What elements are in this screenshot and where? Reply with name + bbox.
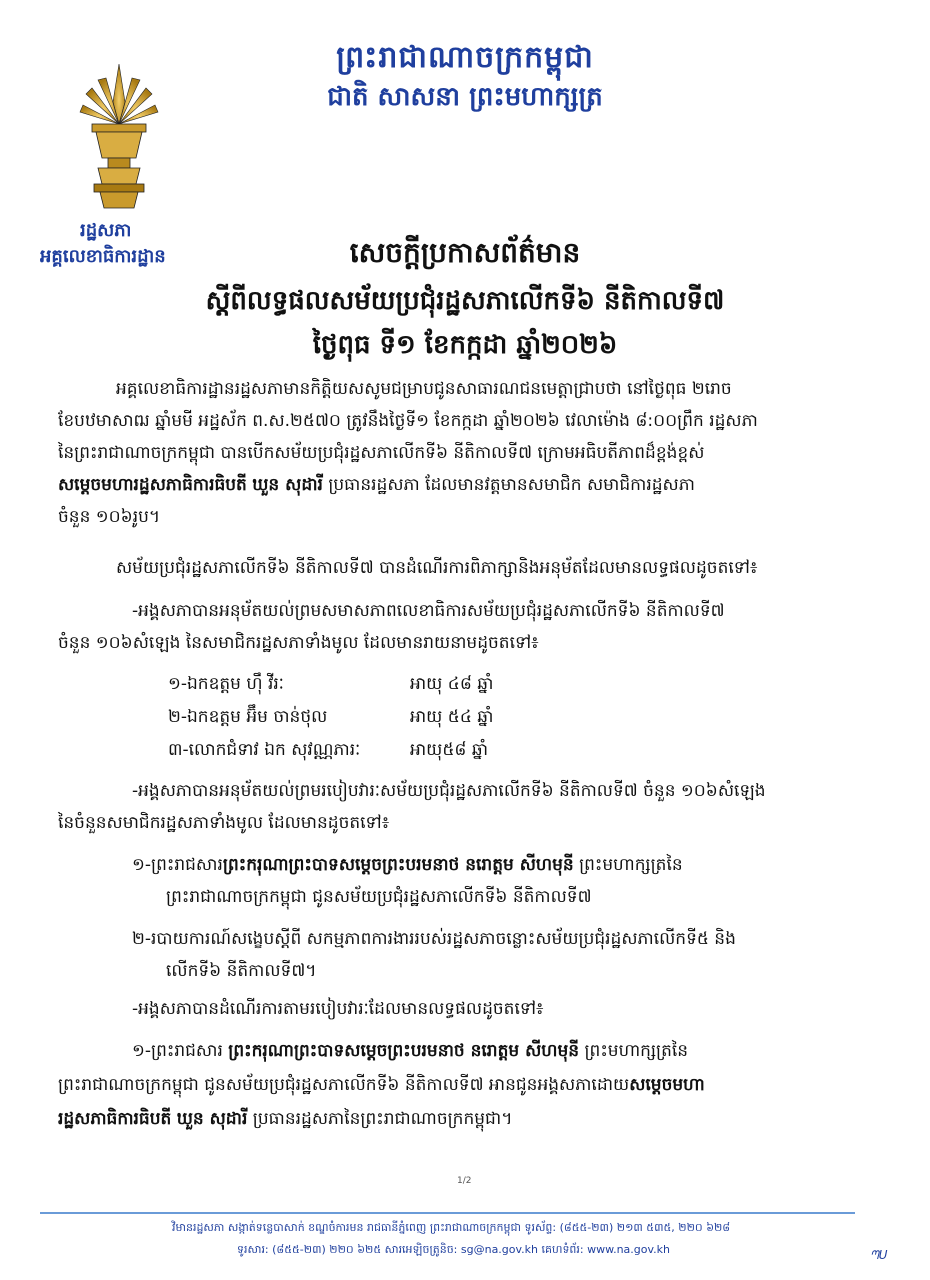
agenda-text: ១-ព្រះរាជសារ bbox=[132, 855, 223, 875]
org-name-line1: រដ្ឋសភា bbox=[80, 220, 132, 241]
document-date: ថ្ងៃពុធ ទី១ ខែកក្កដា ឆ្នាំ២០២៦ bbox=[312, 330, 618, 360]
paragraph-line: ខែបឋមាសាឍ ឆ្នាំមមី អដ្ឋស័ក ព.ស.២៥៧០ ត្រូវនឹងថ្ងៃទី១ ខែកក្កដា ឆ្នាំ២០២៦ វេលាម៉ោង ៨:០០ព្រឹក រដ្ឋសភា bbox=[58, 411, 758, 431]
agenda-item-line: លើកទី៦ នីតិកាលទី៧។ bbox=[166, 961, 317, 981]
page-number: 1/2 bbox=[457, 1176, 472, 1186]
president-title: សម្តេចមហារដ្ឋសភាធិការធិបតី bbox=[58, 475, 247, 495]
paragraph-line bbox=[58, 470, 695, 500]
national-assembly-emblem-icon bbox=[78, 62, 160, 212]
result-line bbox=[58, 1070, 705, 1100]
paragraph-line: នៃព្រះរាជាណាចក្រកម្ពុជា បានបើកសម័យប្រជុំរដ្ឋសភាលើកទី៦ នីតិកាលទី៧ ក្រោមអធិបតីភាពដ៏ខ្ពង់ខ្ពស់ bbox=[58, 443, 705, 463]
member-age: អាយុ ៤៨ ឆ្នាំ bbox=[410, 674, 494, 694]
member-age: អាយុ៥៨ ឆ្នាំ bbox=[410, 740, 489, 760]
initials-mark: ᘉᑌ bbox=[870, 1248, 888, 1262]
document-title: សេចក្តីប្រកាសព័ត៌មាន bbox=[349, 236, 581, 269]
org-name-line2: អគ្គលេខាធិការដ្ឋាន bbox=[40, 246, 166, 267]
president-title: សម្តេចមហា bbox=[629, 1075, 705, 1095]
result-item bbox=[132, 1036, 688, 1066]
result-line bbox=[58, 1104, 512, 1134]
president-name: ឃួន សុដារី bbox=[252, 475, 323, 495]
paragraph-line: សម័យប្រជុំរដ្ឋសភាលើកទី៦ នីតិកាលទី៧ បានដំណើរការពិភាក្សានិងអនុម័តដែលមានលទ្ធផលដូចតទៅ៖ bbox=[116, 558, 758, 578]
paragraph-line: -អង្គសភាបានអនុម័តយល់ព្រមសមាសភាពលេខាធិការសម័យប្រជុំរដ្ឋសភាលើកទី៦ នីតិកាលទី៧ bbox=[132, 601, 725, 621]
member-name: ៣-លោកជំទាវ ឯក សុវណ្ណភារៈ bbox=[168, 740, 361, 760]
member-name: ១-ឯកឧត្តម ហ៊ឹ វីរៈ bbox=[168, 674, 284, 694]
agenda-item-line: ព្រះរាជាណាចក្រកម្ពុជា ជូនសម័យប្រជុំរដ្ឋសភាលើកទី៦ នីតិកាលទី៧ bbox=[166, 887, 592, 907]
agenda-item: ២-របាយការណ៍សង្ខេបស្តីពី សកម្មភាពការងាររបស់រដ្ឋសភាចន្លោះសម័យប្រជុំរដ្ឋសភាលើកទី៥ និង bbox=[132, 929, 736, 949]
paragraph-text: ប្រធានរដ្ឋសភា ដែលមានវត្តមានសមាជិក សមាជិការដ្ឋសភា bbox=[328, 475, 695, 495]
document-subtitle: ស្តីពីលទ្ធផលសម័យប្រជុំរដ្ឋសភាលើកទី៦ នីតិកាលទី៧ bbox=[205, 286, 725, 316]
footer-divider bbox=[40, 1212, 855, 1214]
footer-contact: ទូរសារ: (៨៥៥-២៣) ២២០ ៦២៥ សារអេឡិចត្រូនិច: sg@na.gov.kh គេហទំព័រ: www.na.gov.kh bbox=[237, 1243, 671, 1256]
agenda-item bbox=[132, 850, 683, 880]
result-text: ព្រះរាជាណាចក្រកម្ពុជា ជូនសម័យប្រជុំរដ្ឋសភាលើកទី៦ នីតិកាលទី៧ អានជូនអង្គសភាដោយ bbox=[58, 1075, 630, 1095]
paragraph-line: នៃចំនួនសមាជិករដ្ឋសភាទាំងមូល ដែលមានដូចតទៅ៖ bbox=[58, 813, 390, 833]
footer-address: វិមានរដ្ឋសភា សង្កាត់ទន្លេបាសាក់ ខណ្ឌចំការមន រាជធានីភ្នំពេញ ព្រះរាជាណាចក្រកម្ពុជា ទូរស័ព្ទ: (៨៥៥-២៣) ២១៣ ៥៣៥, ២២០ ៦២៨ bbox=[172, 1221, 731, 1234]
president-name: ឃួន សុដារី bbox=[176, 1109, 248, 1129]
paragraph-line: អគ្គលេខាធិការដ្ឋានរដ្ឋសភាមានកិត្តិយសសូមជម្រាបជូនសាធារណជនមេត្តាជ្រាបថា នៅថ្ងៃពុធ ២រោច bbox=[116, 379, 732, 399]
result-text: ១-ព្រះរាជសារ bbox=[132, 1041, 223, 1061]
king-name: ព្រះករុណាព្រះបាទសម្តេចព្រះបរមនាថ នរោត្តម សីហមុនី bbox=[228, 1041, 580, 1061]
result-text: ប្រធានរដ្ឋសភានៃព្រះរាជាណាចក្រកម្ពុជា។ bbox=[252, 1109, 513, 1129]
paragraph-line: ចំនួន ១០៦រូប។ bbox=[58, 507, 161, 527]
paragraph-line: -អង្គសភាបានអនុម័តយល់ព្រមរបៀបវារៈសម័យប្រជុំរដ្ឋសភាលើកទី៦ នីតិកាលទី៧ ចំនួន ១០៦សំឡេង bbox=[132, 781, 766, 801]
result-text: ព្រះមហាក្សត្រនៃ bbox=[584, 1041, 689, 1061]
kingdom-heading: ព្រះរាជាណាចក្រកម្ពុជា bbox=[336, 40, 594, 75]
agenda-text: ព្រះមហាក្សត្រនៃ bbox=[579, 855, 683, 875]
member-age: អាយុ ៥៤ ឆ្នាំ bbox=[410, 707, 494, 727]
member-name: ២-ឯកឧត្តម អ៊ឹម ចាន់ថុល bbox=[168, 707, 328, 727]
motto-heading: ជាតិ សាសនា ព្រះមហាក្សត្រ bbox=[327, 82, 603, 112]
paragraph-line: ចំនួន ១០៦សំឡេង នៃសមាជិករដ្ឋសភាទាំងមូល ដែលមានរាយនាមដូចតទៅ៖ bbox=[58, 633, 539, 653]
president-title: រដ្ឋសភាធិការធិបតី bbox=[58, 1109, 172, 1129]
paragraph-line: -អង្គសភាបានដំណើរការតាមរបៀបវារៈដែលមានលទ្ធផលដូចតទៅ៖ bbox=[132, 999, 544, 1019]
king-name: ព្រះករុណាព្រះបាទសម្តេចព្រះបរមនាថ នរោត្តម សីហមុនី bbox=[222, 855, 574, 875]
